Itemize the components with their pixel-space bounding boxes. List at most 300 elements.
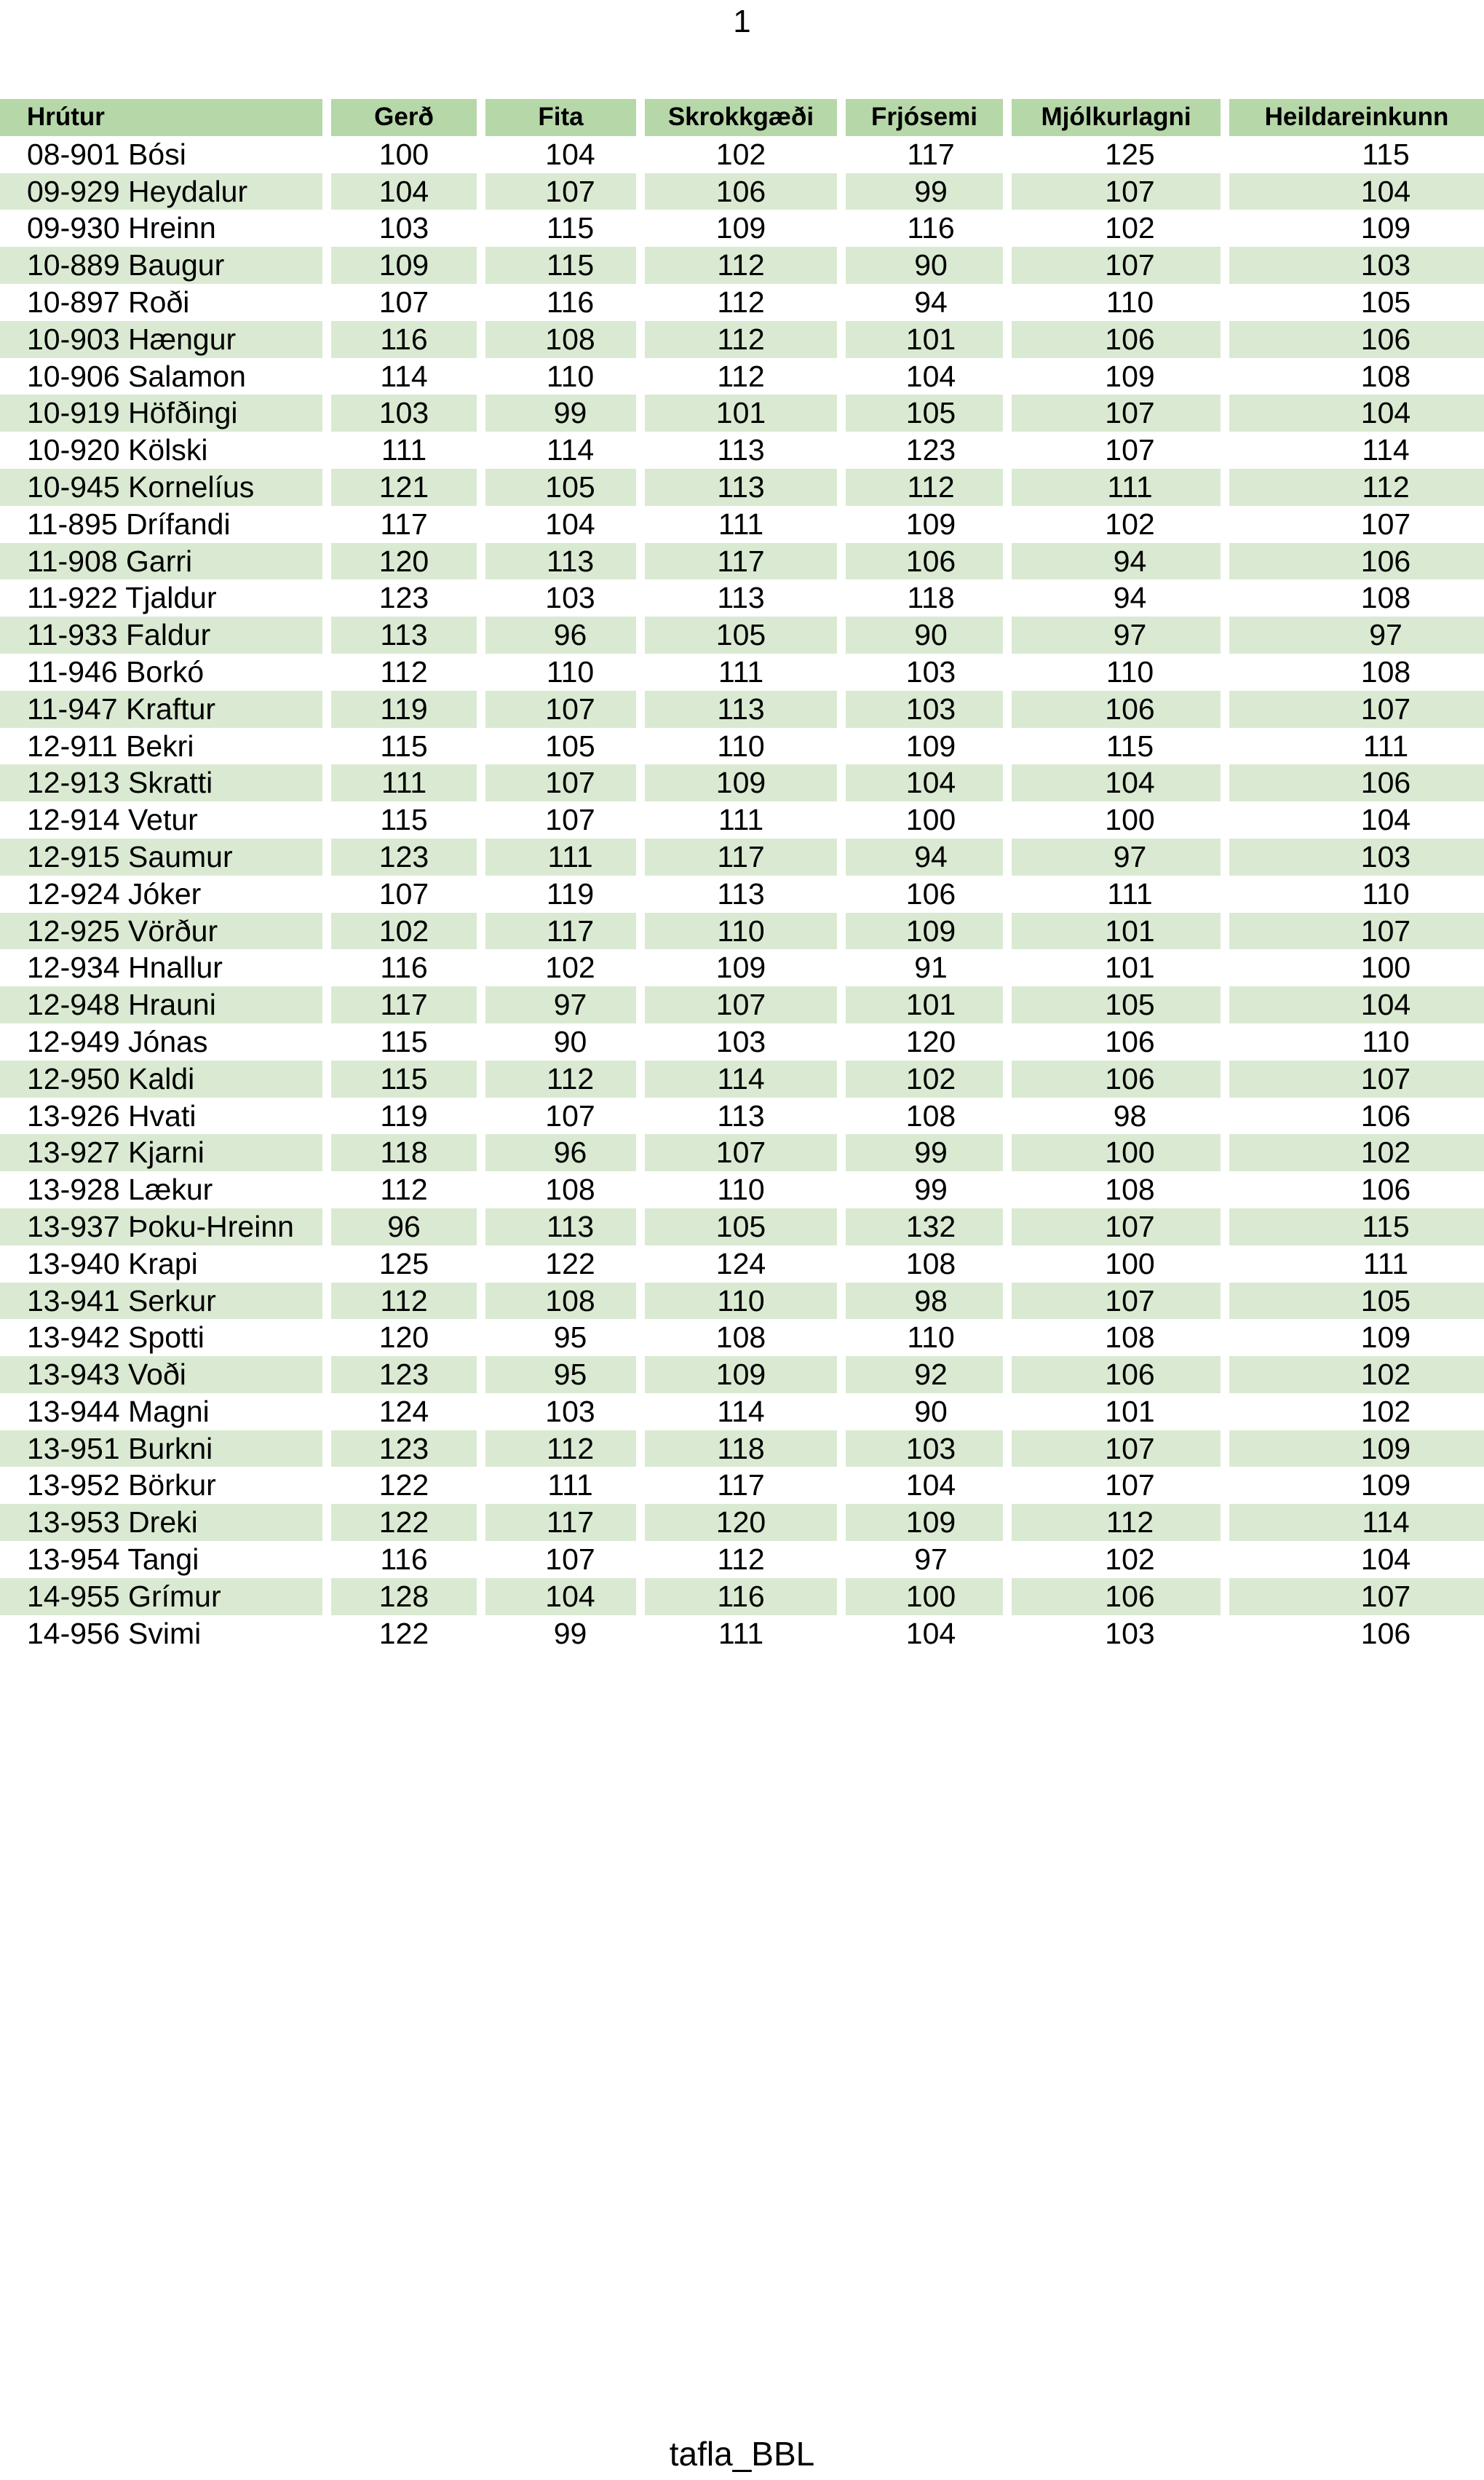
value-cell <box>1012 839 1221 876</box>
score-value: 112 <box>380 1283 428 1318</box>
value-cell <box>1012 432 1221 469</box>
value-cell <box>1012 1578 1221 1615</box>
value-cell <box>1012 1283 1221 1320</box>
ram-id-name: 11-933 Faldur <box>27 618 211 652</box>
value-cell <box>645 506 837 543</box>
score-value: 105 <box>1105 988 1155 1022</box>
score-value: 115 <box>380 729 428 763</box>
value-cell <box>1229 617 1484 654</box>
value-cell <box>1012 1430 1221 1467</box>
value-cell <box>1012 617 1221 654</box>
score-value: 103 <box>905 654 956 689</box>
ram-id-name: 12-949 Jónas <box>27 1024 208 1058</box>
value-cell <box>1229 210 1484 247</box>
score-value: 102 <box>1360 1358 1411 1392</box>
score-value: 109 <box>1360 1468 1411 1502</box>
score-value: 107 <box>545 803 595 837</box>
ram-id-name: 09-929 Heydalur <box>27 174 248 208</box>
score-value: 108 <box>715 1320 766 1355</box>
score-value: 112 <box>717 285 765 319</box>
value-cell <box>1229 579 1484 617</box>
score-value: 115 <box>546 248 595 282</box>
score-value: 109 <box>905 507 956 541</box>
ram-id-name: 13-951 Burkni <box>27 1431 213 1465</box>
value-cell <box>1229 173 1484 210</box>
score-value: 112 <box>717 322 765 356</box>
value-cell <box>846 986 1003 1023</box>
score-value: 110 <box>717 729 765 763</box>
score-value: 95 <box>553 1358 587 1392</box>
value-cell <box>331 839 477 876</box>
score-value: 114 <box>717 1061 765 1096</box>
ram-id-name: 14-955 Grímur <box>27 1579 221 1613</box>
score-value: 108 <box>905 1246 956 1280</box>
value-cell <box>331 579 477 617</box>
score-value: 116 <box>717 1579 765 1613</box>
value-cell <box>1012 210 1221 247</box>
score-value: 104 <box>905 766 956 800</box>
ram-id-name: 12-915 Saumur <box>27 839 233 873</box>
score-value: 118 <box>717 1431 765 1465</box>
row-label-cell <box>0 210 322 247</box>
score-value: 106 <box>1360 1616 1411 1650</box>
ram-id-name: 14-956 Svimi <box>27 1616 202 1650</box>
value-cell <box>645 1098 837 1135</box>
value-cell <box>485 1430 636 1467</box>
score-value: 117 <box>717 1468 765 1502</box>
value-cell <box>1012 876 1221 913</box>
score-value: 119 <box>380 1098 428 1133</box>
ram-id-name: 11-895 Drífandi <box>27 507 231 541</box>
score-value: 105 <box>545 470 595 504</box>
score-value: 103 <box>378 396 429 430</box>
value-cell <box>1012 801 1221 839</box>
value-cell <box>331 358 477 395</box>
value-cell <box>645 469 837 506</box>
score-value: 107 <box>1105 1283 1155 1318</box>
value-cell <box>1012 691 1221 728</box>
score-value: 100 <box>905 1579 956 1613</box>
value-cell <box>1012 1356 1221 1393</box>
score-value: 123 <box>378 1431 429 1465</box>
score-value: 102 <box>1360 1136 1411 1170</box>
score-value: 92 <box>914 1358 948 1392</box>
score-value: 122 <box>378 1468 429 1502</box>
column-header-fita: Fita <box>485 99 636 136</box>
value-cell <box>331 617 477 654</box>
score-value: 112 <box>546 1431 595 1465</box>
value-cell <box>1012 1171 1221 1208</box>
ram-id-name: 12-950 Kaldi <box>27 1061 195 1096</box>
value-cell <box>645 210 837 247</box>
score-value: 109 <box>1105 359 1155 393</box>
ram-id-name: 11-922 Tjaldur <box>27 581 217 615</box>
value-cell <box>331 1541 477 1578</box>
score-value: 115 <box>1362 1209 1410 1243</box>
value-cell <box>1012 1541 1221 1578</box>
value-cell <box>645 1283 837 1320</box>
value-cell <box>331 284 477 321</box>
ram-id-name: 13-944 Magni <box>27 1394 210 1428</box>
value-cell <box>1229 949 1484 986</box>
score-value: 104 <box>378 174 429 208</box>
score-value: 105 <box>715 618 766 652</box>
value-cell <box>485 321 636 358</box>
score-value: 110 <box>1106 285 1154 319</box>
value-cell <box>331 1171 477 1208</box>
value-cell <box>331 1283 477 1320</box>
value-cell <box>1229 395 1484 432</box>
value-cell <box>645 1393 837 1430</box>
value-cell <box>1229 432 1484 469</box>
score-value: 117 <box>546 1505 595 1540</box>
value-cell <box>846 617 1003 654</box>
value-cell <box>331 1098 477 1135</box>
column-header-hrutur: Hrútur <box>0 99 322 136</box>
score-value: 103 <box>1360 248 1411 282</box>
value-cell <box>1229 1171 1484 1208</box>
value-cell <box>485 1578 636 1615</box>
score-value: 111 <box>1362 1246 1409 1280</box>
score-value: 104 <box>545 1579 595 1613</box>
row-label-cell <box>0 1061 322 1098</box>
row-label-cell <box>0 876 322 913</box>
score-value: 103 <box>545 1394 595 1428</box>
score-value: 90 <box>553 1024 587 1058</box>
score-value: 103 <box>905 1431 956 1465</box>
value-cell <box>846 395 1003 432</box>
score-value: 111 <box>381 766 427 800</box>
value-cell <box>1229 1245 1484 1283</box>
ram-id-name: 13-940 Krapi <box>27 1246 198 1280</box>
row-label-cell <box>0 173 322 210</box>
value-cell <box>645 432 837 469</box>
value-cell <box>1012 1393 1221 1430</box>
value-cell <box>846 913 1003 950</box>
value-cell <box>645 1134 837 1171</box>
value-cell <box>846 1356 1003 1393</box>
value-cell <box>1229 1615 1484 1652</box>
score-value: 110 <box>1106 654 1154 689</box>
score-value: 111 <box>1107 470 1153 504</box>
value-cell <box>485 1504 636 1541</box>
value-cell <box>331 1356 477 1393</box>
score-value: 107 <box>545 1542 595 1577</box>
value-cell <box>846 1430 1003 1467</box>
score-value: 107 <box>545 1098 595 1133</box>
value-cell <box>1229 986 1484 1023</box>
row-label-cell <box>0 1356 322 1393</box>
score-value: 120 <box>905 1024 956 1058</box>
row-label-cell <box>0 579 322 617</box>
value-cell <box>846 1541 1003 1578</box>
value-cell <box>645 173 837 210</box>
score-value: 113 <box>717 692 765 726</box>
value-cell <box>331 136 477 173</box>
score-value: 105 <box>1360 1283 1411 1318</box>
score-value: 106 <box>1105 1024 1155 1058</box>
score-value: 110 <box>1362 876 1410 911</box>
row-label-cell <box>0 1283 322 1320</box>
score-value: 107 <box>1360 1061 1411 1096</box>
value-cell <box>846 247 1003 284</box>
score-value: 105 <box>715 1209 766 1243</box>
value-cell <box>485 136 636 173</box>
value-cell <box>485 691 636 728</box>
value-cell <box>645 617 837 654</box>
row-label-cell <box>0 506 322 543</box>
value-cell <box>846 284 1003 321</box>
score-value: 105 <box>545 729 595 763</box>
value-cell <box>485 469 636 506</box>
score-value: 106 <box>1360 1173 1411 1207</box>
score-value: 97 <box>1369 618 1402 652</box>
score-value: 97 <box>1113 618 1147 652</box>
score-value: 107 <box>1105 396 1155 430</box>
value-cell <box>1012 654 1221 691</box>
ram-id-name: 12-934 Hnallur <box>27 951 223 985</box>
score-value: 122 <box>378 1505 429 1540</box>
score-value: 110 <box>907 1320 955 1355</box>
score-value: 106 <box>1360 544 1411 578</box>
row-label-cell <box>0 136 322 173</box>
score-value: 108 <box>1360 581 1411 615</box>
value-cell <box>645 1541 837 1578</box>
value-cell <box>846 432 1003 469</box>
value-cell <box>485 247 636 284</box>
score-value: 112 <box>1362 470 1410 504</box>
value-cell <box>645 1615 837 1652</box>
score-value: 123 <box>378 581 429 615</box>
row-label-cell <box>0 839 322 876</box>
score-value: 110 <box>546 359 595 393</box>
value-cell <box>331 876 477 913</box>
score-value: 111 <box>718 654 764 689</box>
value-cell <box>1229 1061 1484 1098</box>
value-cell <box>1012 1061 1221 1098</box>
score-value: 113 <box>717 876 765 911</box>
score-value: 102 <box>905 1061 956 1096</box>
value-cell <box>331 321 477 358</box>
column-header-skrokkgaedi: Skrokkgæði <box>645 99 837 136</box>
value-cell <box>645 801 837 839</box>
score-value: 101 <box>905 322 956 356</box>
value-cell <box>846 1393 1003 1430</box>
score-value: 101 <box>715 396 766 430</box>
score-value: 115 <box>380 1024 428 1058</box>
score-value: 132 <box>905 1209 956 1243</box>
value-cell <box>485 949 636 986</box>
value-cell <box>846 1504 1003 1541</box>
score-value: 107 <box>545 766 595 800</box>
score-value: 107 <box>545 174 595 208</box>
ram-id-name: 10-920 Kölski <box>27 433 208 467</box>
value-cell <box>645 913 837 950</box>
score-value: 115 <box>1362 137 1410 171</box>
value-cell <box>846 654 1003 691</box>
ram-id-name: 12-914 Vetur <box>27 803 198 837</box>
value-cell <box>1229 1134 1484 1171</box>
value-cell <box>1229 913 1484 950</box>
value-cell <box>645 876 837 913</box>
value-cell <box>331 1023 477 1061</box>
score-value: 107 <box>1105 1468 1155 1502</box>
value-cell <box>331 801 477 839</box>
value-cell <box>1229 1578 1484 1615</box>
score-value: 108 <box>1105 1320 1155 1355</box>
value-cell <box>645 1023 837 1061</box>
score-value: 107 <box>1105 1431 1155 1465</box>
row-label-cell <box>0 1541 322 1578</box>
value-cell <box>485 395 636 432</box>
score-value: 114 <box>717 1394 765 1428</box>
row-label-cell <box>0 691 322 728</box>
value-cell <box>846 1098 1003 1135</box>
score-value: 111 <box>547 1468 593 1502</box>
score-value: 102 <box>1105 211 1155 245</box>
score-value: 90 <box>914 248 948 282</box>
score-value: 102 <box>1105 1542 1155 1577</box>
score-value: 108 <box>545 1283 595 1318</box>
ram-id-name: 13-954 Tangi <box>27 1542 199 1577</box>
value-cell <box>1229 1467 1484 1504</box>
score-value: 108 <box>1360 359 1411 393</box>
column-header-frjosemi: Frjósemi <box>846 99 1003 136</box>
value-cell <box>485 1356 636 1393</box>
score-value: 110 <box>546 654 595 689</box>
score-value: 107 <box>1105 248 1155 282</box>
score-value: 118 <box>380 1136 428 1170</box>
score-value: 111 <box>1107 876 1153 911</box>
score-value: 108 <box>905 1098 956 1133</box>
score-value: 104 <box>545 507 595 541</box>
value-cell <box>645 1430 837 1467</box>
score-value: 107 <box>1105 433 1155 467</box>
value-cell <box>645 136 837 173</box>
score-value: 103 <box>1105 1616 1155 1650</box>
score-value: 106 <box>1105 1579 1155 1613</box>
value-cell <box>645 728 837 765</box>
ram-id-name: 08-901 Bósi <box>27 137 186 171</box>
ram-id-name: 13-927 Kjarni <box>27 1136 205 1170</box>
score-value: 123 <box>905 433 956 467</box>
value-cell <box>846 1467 1003 1504</box>
value-cell <box>331 395 477 432</box>
value-cell <box>331 432 477 469</box>
score-value: 113 <box>717 1098 765 1133</box>
value-cell <box>485 1393 636 1430</box>
value-cell <box>645 1171 837 1208</box>
score-value: 94 <box>914 839 948 873</box>
score-value: 104 <box>1360 988 1411 1022</box>
score-value: 96 <box>387 1209 421 1243</box>
value-cell <box>331 1245 477 1283</box>
score-value: 109 <box>1360 211 1411 245</box>
score-value: 103 <box>545 581 595 615</box>
score-value: 106 <box>1105 1061 1155 1096</box>
score-value: 116 <box>380 322 428 356</box>
value-cell <box>485 1615 636 1652</box>
score-value: 102 <box>1105 507 1155 541</box>
score-value: 117 <box>380 507 428 541</box>
value-cell <box>1012 764 1221 801</box>
value-cell <box>1229 506 1484 543</box>
score-value: 112 <box>717 359 765 393</box>
score-value: 107 <box>1360 507 1411 541</box>
value-cell <box>485 284 636 321</box>
score-value: 128 <box>378 1579 429 1613</box>
value-cell <box>846 1171 1003 1208</box>
ram-id-name: 10-903 Hængur <box>27 322 237 356</box>
value-cell <box>846 506 1003 543</box>
row-label-cell <box>0 617 322 654</box>
score-value: 116 <box>907 211 955 245</box>
score-value: 107 <box>1360 692 1411 726</box>
row-label-cell <box>0 1430 322 1467</box>
row-label-cell <box>0 764 322 801</box>
row-label-cell <box>0 1319 322 1356</box>
score-value: 104 <box>1360 1542 1411 1577</box>
value-cell <box>645 654 837 691</box>
value-cell <box>331 1208 477 1245</box>
score-value: 102 <box>545 951 595 985</box>
value-cell <box>1012 247 1221 284</box>
column-header-mjolkurlagni: Mjólkurlagni <box>1012 99 1221 136</box>
score-value: 107 <box>545 692 595 726</box>
value-cell <box>485 764 636 801</box>
score-value: 113 <box>717 470 765 504</box>
value-cell <box>331 543 477 580</box>
row-label-cell <box>0 986 322 1023</box>
score-value: 101 <box>1105 1394 1155 1428</box>
score-value: 101 <box>1105 951 1155 985</box>
ram-id-name: 12-924 Jóker <box>27 876 202 911</box>
score-value: 100 <box>1105 803 1155 837</box>
score-value: 106 <box>1105 1358 1155 1392</box>
value-cell <box>1229 764 1484 801</box>
ram-id-name: 09-930 Hreinn <box>27 211 216 245</box>
score-value: 113 <box>717 581 765 615</box>
score-value: 91 <box>914 951 948 985</box>
value-cell <box>331 1430 477 1467</box>
row-label-cell <box>0 1023 322 1061</box>
score-value: 107 <box>1105 1209 1155 1243</box>
score-value: 100 <box>1360 951 1411 985</box>
value-cell <box>331 1134 477 1171</box>
value-cell <box>846 1283 1003 1320</box>
score-value: 102 <box>1360 1394 1411 1428</box>
value-cell <box>485 728 636 765</box>
value-cell <box>485 1283 636 1320</box>
value-cell <box>846 764 1003 801</box>
score-value: 95 <box>553 1320 587 1355</box>
value-cell <box>1012 1245 1221 1283</box>
ram-id-name: 10-945 Kornelíus <box>27 470 255 504</box>
score-value: 99 <box>914 1173 948 1207</box>
score-value: 109 <box>1360 1320 1411 1355</box>
value-cell <box>846 173 1003 210</box>
score-value: 100 <box>1105 1136 1155 1170</box>
score-value: 106 <box>1105 322 1155 356</box>
row-label-cell <box>0 432 322 469</box>
score-value: 110 <box>717 914 765 948</box>
value-cell <box>1012 321 1221 358</box>
value-cell <box>1229 358 1484 395</box>
value-cell <box>846 1134 1003 1171</box>
score-value: 90 <box>914 1394 948 1428</box>
value-cell <box>645 1467 837 1504</box>
score-value: 117 <box>717 839 765 873</box>
